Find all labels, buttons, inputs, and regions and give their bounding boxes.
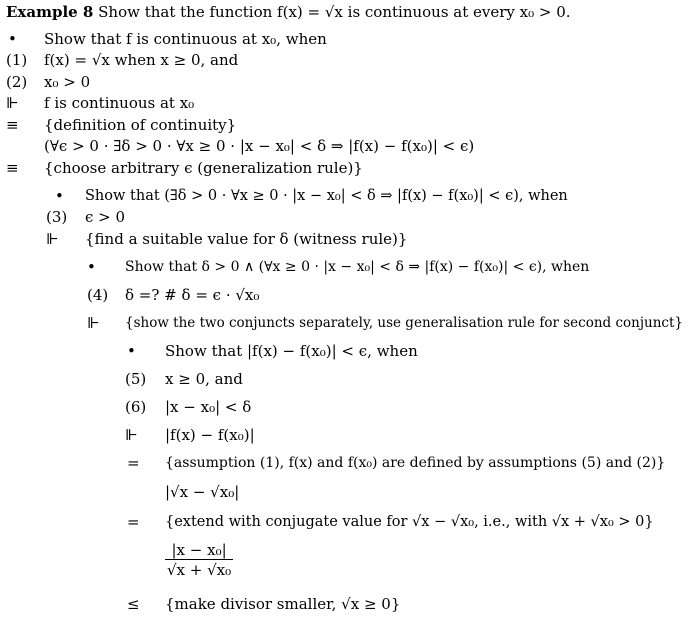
proof-line: Show that f is continuous at x₀, when [44, 30, 327, 48]
proof-line: x ≥ 0, and [165, 370, 243, 388]
assumption-number: (6) [125, 398, 147, 416]
forces-symbol: ⊩ [46, 230, 59, 248]
proof-line: δ =? # δ = ϵ · √x₀ [125, 286, 260, 304]
bullet-symbol: • [55, 187, 64, 205]
fraction-denominator: √x + √x₀ [167, 561, 232, 579]
hint-line: {definition of continuity} [44, 116, 237, 134]
equals-symbol: = [127, 454, 140, 472]
equivalence-symbol: ≡ [6, 116, 19, 134]
bullet-symbol: • [8, 30, 17, 48]
forces-symbol: ⊩ [87, 314, 100, 332]
proof-line: f is continuous at x₀ [44, 94, 195, 112]
proof-line: ϵ > 0 [85, 208, 126, 226]
proof-line: f(x) = √x when x ≥ 0, and [44, 51, 239, 69]
assumption-number: (4) [87, 286, 109, 304]
conjugate-fraction [165, 541, 233, 580]
formula-line: (∀ϵ > 0 · ∃δ > 0 · ∀x ≥ 0 · |x − x₀| < δ ⇒ |f(x) − f(x₀)| < ϵ) [44, 137, 475, 155]
hint-line: {assumption (1), f(x) and f(x₀) are defined by assumptions (5) and (2)} [165, 455, 666, 471]
example-statement: Show that the function f(x) = √x is continuous at every x₀ > 0. [98, 3, 571, 21]
proof-line: x₀ > 0 [44, 73, 91, 91]
example-title [6, 2, 571, 22]
forces-symbol: ⊩ [6, 94, 19, 112]
proof-line: |f(x) − f(x₀)| [165, 426, 255, 444]
assumption-number: (1) [6, 51, 28, 69]
proof-line: Show that δ > 0 ∧ (∀x ≥ 0 · |x − x₀| < δ ⇒ |f(x) − f(x₀)| < ϵ), when [125, 259, 590, 275]
formula-line: |√x − √x₀| [165, 483, 240, 501]
hint-line: {choose arbitrary ϵ (generalization rule)} [44, 159, 363, 177]
forces-symbol: ⊩ [125, 426, 138, 444]
proof-line: |x − x₀| < δ [165, 398, 252, 416]
hint-line: {find a suitable value for δ (witness rule)} [85, 230, 408, 248]
hint-line: {show the two conjuncts separately, use generalisation rule for second conjunct} [125, 315, 683, 331]
equals-symbol: = [127, 513, 140, 531]
assumption-number: (5) [125, 370, 147, 388]
proof-line: Show that (∃δ > 0 · ∀x ≥ 0 · |x − x₀| < δ ⇒ |f(x) − f(x₀)| < ϵ), when [85, 188, 568, 204]
bullet-symbol: • [127, 342, 136, 360]
assumption-number: (3) [46, 208, 68, 226]
hint-line: {extend with conjugate value for √x − √x₀, i.e., with √x + √x₀ > 0} [165, 514, 654, 530]
example-label: Example 8 [6, 3, 94, 21]
assumption-number: (2) [6, 73, 28, 91]
hint-line: {make divisor smaller, √x ≥ 0} [165, 595, 401, 613]
less-equal-symbol: ≤ [127, 595, 140, 613]
equivalence-symbol: ≡ [6, 159, 19, 177]
bullet-symbol: • [87, 258, 96, 276]
fraction-numerator: |x − x₀| [165, 541, 233, 560]
proof-line: Show that |f(x) − f(x₀)| < ϵ, when [165, 342, 418, 360]
